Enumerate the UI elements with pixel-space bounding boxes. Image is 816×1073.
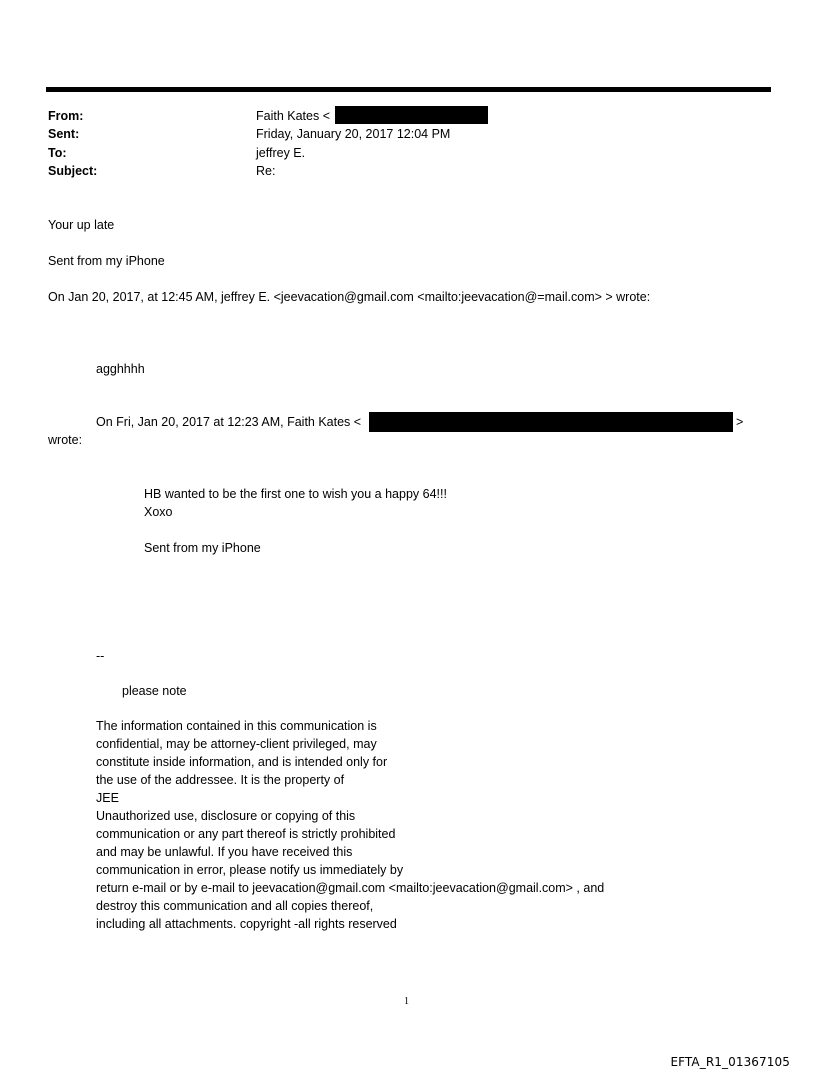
please-note: please note: [122, 684, 187, 698]
page-number: 1: [404, 996, 409, 1007]
quote-header-wrote: wrote:: [48, 433, 83, 447]
body-line: Your up late: [48, 218, 115, 232]
signature-dash: --: [96, 649, 105, 663]
sent-value: Friday, January 20, 2017 12:04 PM: [256, 127, 451, 141]
disclaimer-line: The information contained in this communication is: [96, 719, 377, 733]
subject-label: Subject:: [48, 164, 98, 178]
reply-text: agghhhh: [96, 362, 145, 376]
disclaimer-line: constitute inside information, and is intended only for: [96, 755, 388, 769]
body-line: Sent from my iPhone: [48, 254, 165, 268]
redaction-bar: [335, 106, 488, 124]
disclaimer-line: destroy this communication and all copies thereof,: [96, 899, 374, 913]
inner-message-line: Xoxo: [144, 505, 173, 519]
disclaimer-line: the use of the addressee. It is the property of: [96, 773, 345, 787]
to-value: jeffrey E.: [256, 146, 306, 160]
disclaimer-line: and may be unlawful. If you have received this: [96, 845, 353, 859]
redaction-bar: [369, 412, 733, 432]
inner-message-line: HB wanted to be the first one to wish you a happy 64!!!: [144, 487, 447, 501]
quote-header: On Fri, Jan 20, 2017 at 12:23 AM, Faith Kates <: [96, 415, 362, 429]
disclaimer-line: return e-mail or by e-mail to jeevacation@gmail.com <mailto:jeevacation@gmail.com> , and: [96, 881, 605, 895]
header-rule: [46, 87, 771, 92]
from-value: Faith Kates <: [256, 109, 330, 123]
subject-value: Re:: [256, 164, 276, 178]
disclaimer-line: communication or any part thereof is strictly prohibited: [96, 827, 396, 841]
disclaimer-line: communication in error, please notify us immediately by: [96, 863, 404, 877]
disclaimer-line: confidential, may be attorney-client privileged, may: [96, 737, 377, 751]
inner-message-line: Sent from my iPhone: [144, 541, 261, 555]
document-id: EFTA_R1_01367105: [670, 1055, 790, 1069]
quote-header: On Jan 20, 2017, at 12:45 AM, jeffrey E. <jeevacation@gmail.com <mailto:jeevacation@=mail.com> > wrote:: [48, 290, 651, 304]
from-label: From:: [48, 109, 84, 123]
to-label: To:: [48, 146, 67, 160]
disclaimer-line: including all attachments. copyright -all rights reserved: [96, 917, 397, 931]
quote-header-close: >: [736, 415, 744, 429]
sent-label: Sent:: [48, 127, 80, 141]
disclaimer-line: JEE: [96, 791, 119, 805]
disclaimer-line: Unauthorized use, disclosure or copying of this: [96, 809, 356, 823]
